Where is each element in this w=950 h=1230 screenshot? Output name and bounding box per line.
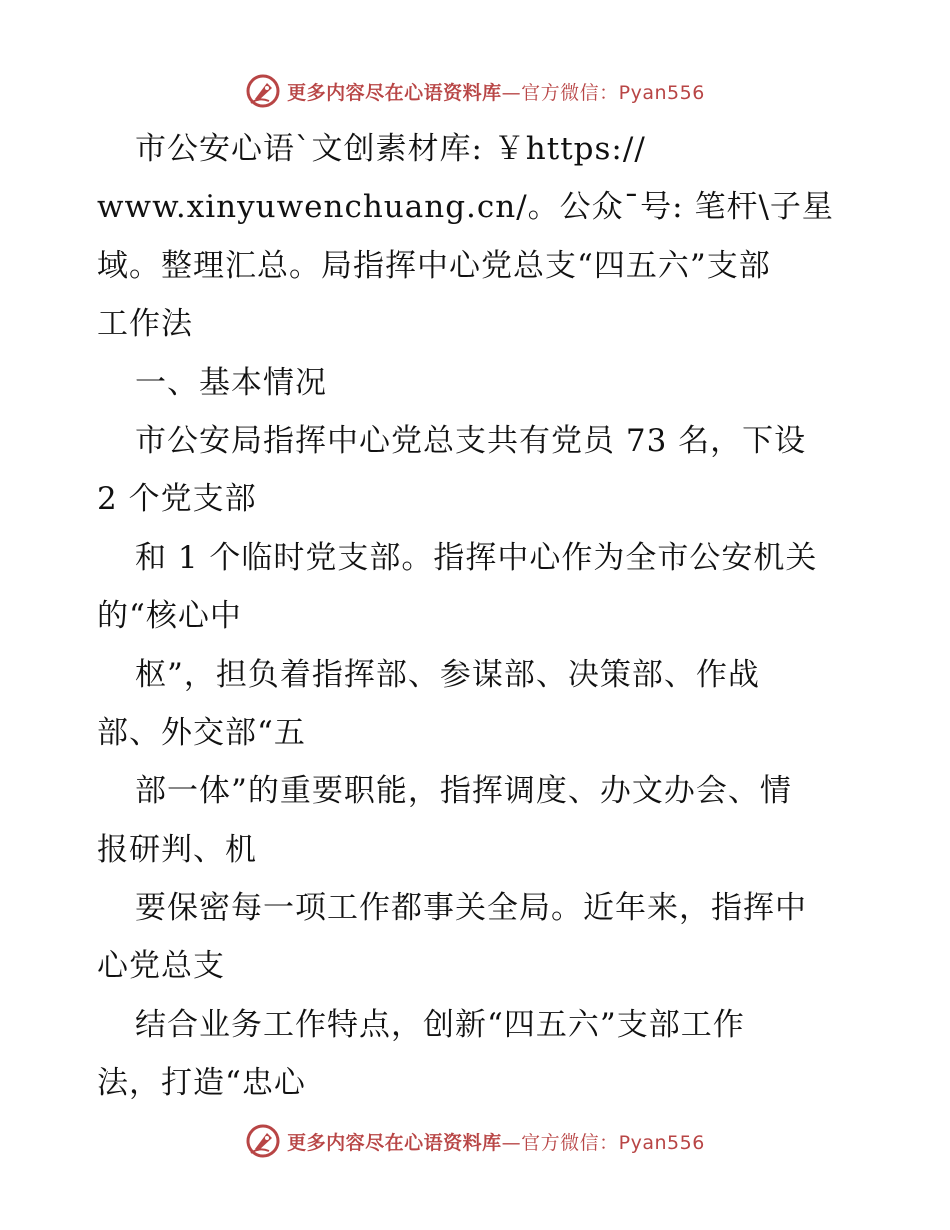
text-line: 心党总支 xyxy=(97,948,225,985)
text-line: 的“核心中 xyxy=(97,598,242,635)
text-line: 市公安心语`文创素材库: ￥https:// xyxy=(135,131,646,167)
pen-nib-logo-icon xyxy=(245,1123,281,1159)
section-heading: 一、基本情况 xyxy=(135,364,327,401)
text-line: 市公安局指挥中心党总支共有党员 73 名，下设 xyxy=(135,422,807,459)
text-line: 法，打造“忠心 xyxy=(97,1065,306,1102)
banner-contact: 官方微信：Pyan556 xyxy=(521,81,705,104)
banner-title: 更多内容尽在心语资料库 xyxy=(287,1131,502,1154)
banner-dash: — xyxy=(501,81,522,104)
banner-title: 更多内容尽在心语资料库 xyxy=(287,81,502,104)
text-line: 域。整理汇总。局指挥中心党总支“四五六”支部 xyxy=(97,247,771,284)
text-line: 部、外交部“五 xyxy=(97,714,306,751)
text-line: 枢”，担负着指挥部、参谋部、决策部、作战 xyxy=(135,656,760,693)
text-line: 报研判、机 xyxy=(97,831,257,868)
text-line: 结合业务工作特点，创新“四五六”支部工作 xyxy=(135,1006,745,1043)
text-line: 和 1 个临时党支部。指挥中心作为全市公安机关 xyxy=(135,539,818,576)
text-line: 部一体”的重要职能，指挥调度、办文办会、情 xyxy=(135,773,792,810)
pen-nib-logo-icon xyxy=(245,73,281,109)
text-line: 2 个党支部 xyxy=(97,481,257,518)
header-banner xyxy=(0,71,950,111)
document-body xyxy=(97,120,857,1113)
text-line: www.xinyuwenchuang.cn/。公众¯号: 笔杆\子星 xyxy=(97,189,834,226)
text-line: 工作法 xyxy=(97,306,193,343)
text-line: 要保密每一项工作都事关全局。近年来，指挥中 xyxy=(135,890,807,927)
banner-contact: 官方微信：Pyan556 xyxy=(521,1131,705,1154)
banner-dash: — xyxy=(501,1131,522,1154)
footer-banner xyxy=(0,1121,950,1161)
